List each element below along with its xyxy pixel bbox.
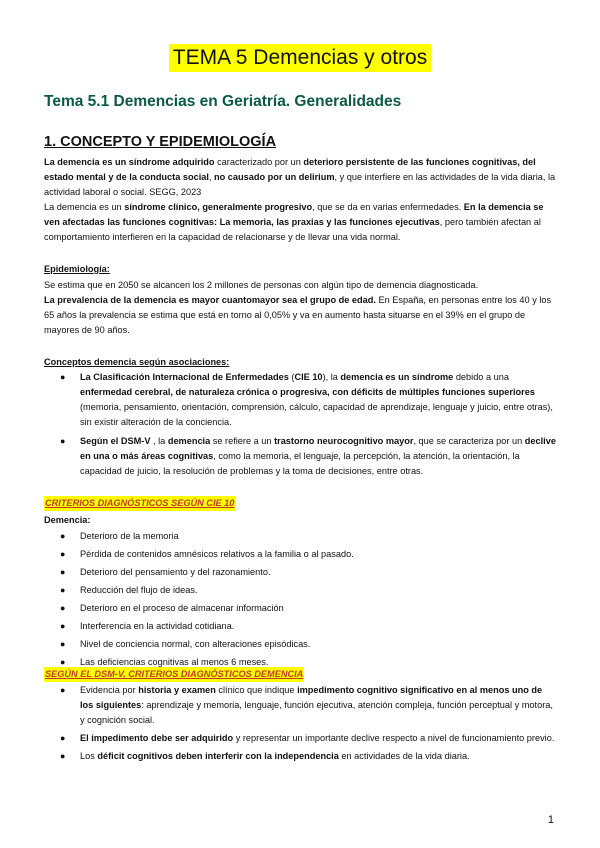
text: En España, en personas entre los 40 y los 65 años la prevalencia se estima que está en torno al 0,05% y va en aumento hasta situarse en el 39% en el grupo de mayores de 90 años. [44, 295, 552, 335]
text-bold: En la demencia se ven afectadas las funciones cognitivas: La memoria, las praxias y las funciones ejecutivas [44, 202, 544, 227]
text-bold: demencia es un síndrome [340, 372, 454, 382]
text-bold: declive en una o más áreas cognitivas [80, 436, 556, 461]
bullet-icon: ● [60, 685, 66, 695]
conceptos-heading: Conceptos demencia según asociaciones: [44, 357, 230, 367]
text: ), la [322, 372, 341, 382]
text: : aprendizaje y memoria, lenguaje, función ejecutiva, atención compleja, función perceptual y motora, y cognición social. [80, 700, 553, 725]
paragraph-epidemiologia-1: Se estima que en 2050 se alcancen los 2 millones de personas con algún tipo de demencia diagnosticada. [44, 280, 479, 290]
cie10-criteria-heading: CRITERIOS DIAGNÓSTICOS SEGÚN CIE 10 [44, 496, 235, 511]
text: Evidencia por [80, 685, 139, 695]
text: La demencia es un [44, 202, 125, 212]
list-item [44, 583, 556, 598]
text: Las deficiencias cognitivas al menos 6 meses. [80, 657, 269, 667]
text-bold: trastorno neurocognitivo mayor [274, 436, 414, 446]
dsm5-criteria-list [44, 683, 556, 764]
bullet-icon: ● [60, 531, 66, 541]
text: Nivel de conciencia normal, con alteraciones episódicas. [80, 639, 311, 649]
text: , y que interfiere en las actividades de la vida diaria, la actividad laboral o social. SEGG, 2023 [44, 172, 556, 197]
document-title: TEMA 5 Demencias y otros [169, 44, 431, 72]
text: (memoria, pensamiento, orientación, comprensión, cálculo, capacidad de aprendizaje, lenguaje y juicio, entre otras), sin existir alteración de la conciencia. [80, 402, 553, 427]
text: clínico que indique [215, 685, 298, 695]
text: , que se caracteriza por un [413, 436, 525, 446]
bullet-icon: ● [60, 621, 66, 631]
text: , que se da en varias enfermedades. [312, 202, 464, 212]
text-bold: demencia [167, 436, 211, 446]
text-bold: La prevalencia de la demencia es mayor cuantomayor sea el grupo de edad. [44, 295, 376, 305]
text-bold: Según el DSM-V [80, 436, 151, 446]
demencia-label: Demencia: [44, 515, 91, 525]
text-bold: no causado por un delirium [214, 172, 335, 182]
dsm5-criteria-heading: SEGÚN EL DSM-V, CRITERIOS DIAGNÓSTICOS DEMENCIA [44, 667, 304, 682]
text-bold: historia y examen [138, 685, 216, 695]
list-item [44, 619, 556, 634]
text: y representar un importante declive respecto a nivel de funcionamiento previo. [233, 733, 555, 743]
text: debido a una [453, 372, 509, 382]
paragraph-definicion [44, 155, 556, 200]
text-bold: enfermedad cerebral, de naturaleza crónica o progresiva, con déficits de múltiples funciones superiores [80, 387, 535, 397]
text: Deterioro de la memoria [80, 531, 179, 541]
bullet-icon: ● [60, 567, 66, 577]
text-bold: deterioro persistente de las funciones cognitivas, del estado mental y de la conducta social [44, 157, 536, 182]
bullet-icon: ● [60, 733, 66, 743]
epidemiologia-heading: Epidemiología: [44, 264, 110, 274]
paragraph-sindrome-clinico [44, 200, 556, 245]
text-bold: impedimento cognitivo significativo en al menos uno de los siguientes [80, 685, 543, 710]
text: Los [80, 751, 98, 761]
text: , como la memoria, el lenguaje, la percepción, la atención, la orientación, la capacidad de juicio, la resolución de problemas y la toma de decisiones, entre otras. [80, 451, 520, 476]
text: Reducción del flujo de ideas. [80, 585, 198, 595]
text-bold: La Clasificación Internacional de Enfermedades [80, 372, 289, 382]
text: , la [150, 436, 168, 446]
list-item [44, 529, 556, 544]
text: Deterioro en el proceso de almacenar información [80, 603, 284, 613]
bullet-icon: ● [60, 751, 66, 761]
bullet-icon: ● [60, 372, 66, 382]
list-item [44, 565, 556, 580]
list-item-deficit [44, 749, 556, 764]
section-heading-concepto: 1. CONCEPTO Y EPIDEMIOLOGÍA [44, 134, 277, 150]
list-item-evidencia [44, 683, 556, 728]
cie10-criteria-list [44, 529, 556, 673]
subtitle: Tema 5.1 Demencias en Geriatría. Generalidades [44, 93, 402, 110]
bullet-icon: ● [60, 603, 66, 613]
list-item [44, 601, 556, 616]
text: , pero también afectan al comportamiento interfieren en la capacidad de relacionarse y de llevar una vida normal. [44, 217, 541, 242]
bullet-icon: ● [60, 585, 66, 595]
text-bold: CIE 10 [294, 372, 323, 382]
list-item [44, 547, 556, 562]
text: Deterioro del pensamiento y del razonamiento. [80, 567, 271, 577]
bullet-icon: ● [60, 436, 66, 446]
text: caracterizado por un [214, 157, 304, 167]
list-item-dsm5 [44, 434, 556, 479]
paragraph-epidemiologia-2 [44, 293, 556, 338]
text: se refiere a un [210, 436, 275, 446]
text: en actividades de la vida diaria. [338, 751, 470, 761]
page-number: 1 [547, 814, 554, 826]
text-bold: déficit cognitivos deben interferir con la independencia [97, 751, 339, 761]
text: Pérdida de contenidos amnésicos relativos a la familia o al pasado. [80, 549, 354, 559]
text-bold: El impedimento debe ser adquirido [80, 733, 234, 743]
text: Interferencia en la actividad cotidiana. [80, 621, 235, 631]
list-item-cie10 [44, 370, 556, 430]
conceptos-list [44, 370, 556, 479]
list-item-impedimento [44, 731, 556, 746]
bullet-icon: ● [60, 657, 66, 667]
text: , [208, 172, 215, 182]
text: ( [288, 372, 295, 382]
list-item [44, 637, 556, 652]
title-container [0, 44, 600, 72]
bullet-icon: ● [60, 549, 66, 559]
text-bold: La demencia es un síndrome adquirido [44, 157, 215, 167]
text-bold: síndrome clínico, generalmente progresivo [124, 202, 313, 212]
bullet-icon: ● [60, 639, 66, 649]
